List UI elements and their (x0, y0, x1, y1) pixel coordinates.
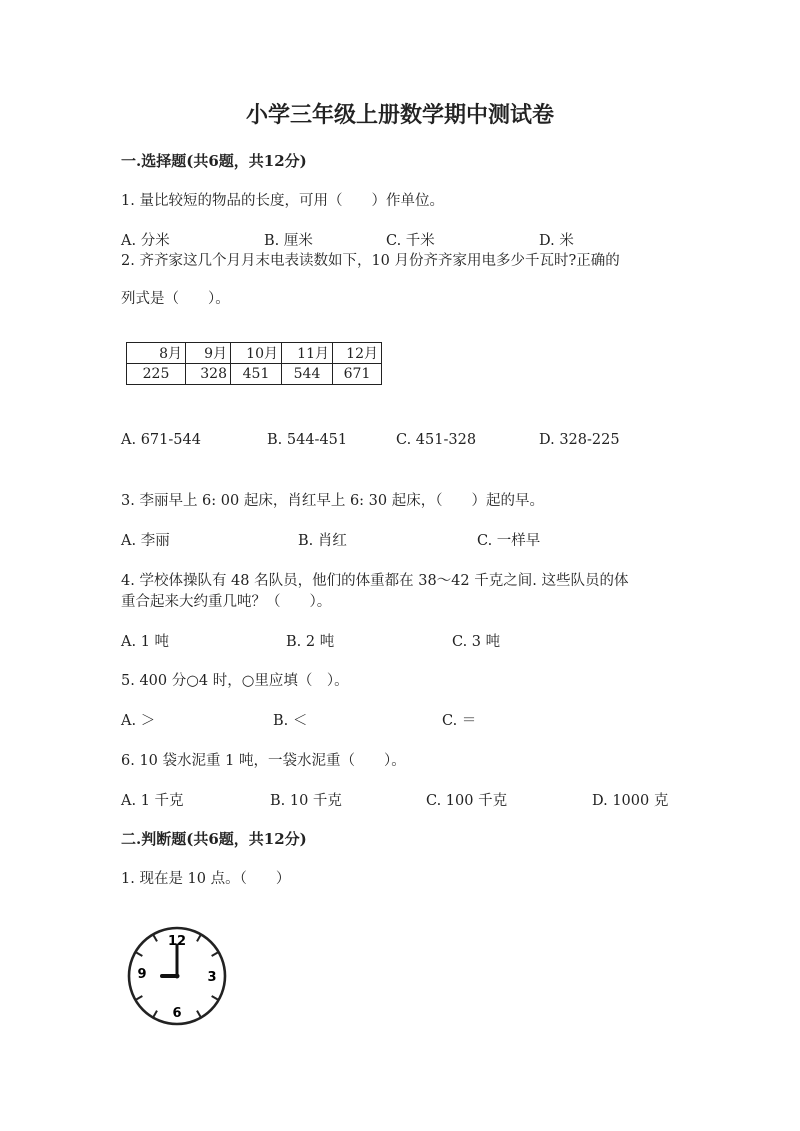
q3-option-c: C. 一样早 (477, 533, 541, 549)
clock-numeral-3: 3 (207, 970, 217, 985)
q5-option-b: B. ＜ (273, 713, 308, 729)
q2-option-a: A. 671-544 (121, 432, 201, 448)
table-cell: 11月 (282, 343, 333, 364)
table-cell: 8月 (127, 343, 186, 364)
q6-option-c: C. 100 千克 (426, 793, 508, 809)
question-2-line-1: 2. 齐齐家这几个月月末电表读数如下，10 月份齐齐家用电多少千瓦时?正确的 (121, 253, 620, 269)
table-cell: 9月 (186, 343, 231, 364)
clock-numeral-9: 9 (137, 967, 147, 982)
q5-option-a: A. ＞ (121, 713, 156, 729)
table-cell: 451 (231, 364, 282, 385)
q5-option-c: C. ＝ (442, 713, 477, 729)
table-cell: 225 (127, 364, 186, 385)
table-cell: 328 (186, 364, 231, 385)
clock-tick (212, 996, 218, 1000)
question-2-line-2: 列式是（ ）。 (121, 291, 230, 307)
q4-option-b: B. 2 吨 (286, 634, 335, 650)
question-6-text: 6. 10 袋水泥重 1 吨，一袋水泥重（ ）。 (121, 753, 406, 769)
clock-tick (154, 1011, 158, 1017)
meter-reading-table (126, 342, 382, 385)
table-row-readings (127, 364, 382, 385)
q6-option-d: D. 1000 克 (592, 793, 669, 809)
clock-illustration (124, 924, 230, 1028)
q1-option-c: C. 千米 (386, 233, 435, 249)
table-cell: 544 (282, 364, 333, 385)
question-1-text: 1. 量比较短的物品的长度，可用（ ）作单位。 (121, 193, 444, 209)
clock-tick (136, 996, 142, 1000)
q1-option-b: B. 厘米 (264, 233, 313, 249)
table-row-months (127, 343, 382, 364)
clock-numeral-12: 12 (167, 934, 187, 949)
q1-option-d: D. 米 (539, 233, 574, 249)
clock-tick (136, 953, 142, 957)
q2-option-c: C. 451-328 (396, 432, 477, 448)
section-heading-judgement: 二.判断题(共6题，共12分) (121, 830, 307, 848)
section-heading-choice: 一.选择题(共6题，共12分) (121, 152, 307, 170)
q2-option-b: B. 544-451 (267, 432, 348, 448)
q1-option-a: A. 分米 (121, 233, 170, 249)
table-cell: 671 (333, 364, 382, 385)
clock-tick (197, 935, 201, 941)
table-cell: 12月 (333, 343, 382, 364)
clock-tick (154, 935, 158, 941)
q2-option-d: D. 328-225 (539, 432, 620, 448)
question-5-text: 5. 400 分○4 时，○里应填（ ）。 (121, 673, 349, 689)
clock-tick (212, 953, 218, 957)
clock-tick (197, 1011, 201, 1017)
q3-option-b: B. 肖红 (298, 533, 347, 549)
q6-option-a: A. 1 千克 (121, 793, 184, 809)
page-title: 小学三年级上册数学期中测试卷 (245, 102, 554, 128)
table-cell: 10月 (231, 343, 282, 364)
q4-option-c: C. 3 吨 (452, 634, 501, 650)
q3-option-a: A. 李丽 (121, 533, 170, 549)
question-4-line-2: 重合起来大约重几吨？（ ）。 (121, 594, 332, 610)
q4-option-a: A. 1 吨 (121, 634, 170, 650)
clock-numeral-6: 6 (172, 1006, 182, 1021)
question-3-text: 3. 李丽早上 6: 00 起床，肖红早上 6: 30 起床，（ ）起的早。 (121, 493, 544, 509)
question-2-1-text: 1. 现在是 10 点。（ ） (121, 871, 291, 887)
q6-option-b: B. 10 千克 (270, 793, 342, 809)
question-4-line-1: 4. 学校体操队有 48 名队员，他们的体重都在 38～42 千克之间. 这些队员的体 (121, 573, 629, 589)
clock-center (175, 974, 180, 979)
